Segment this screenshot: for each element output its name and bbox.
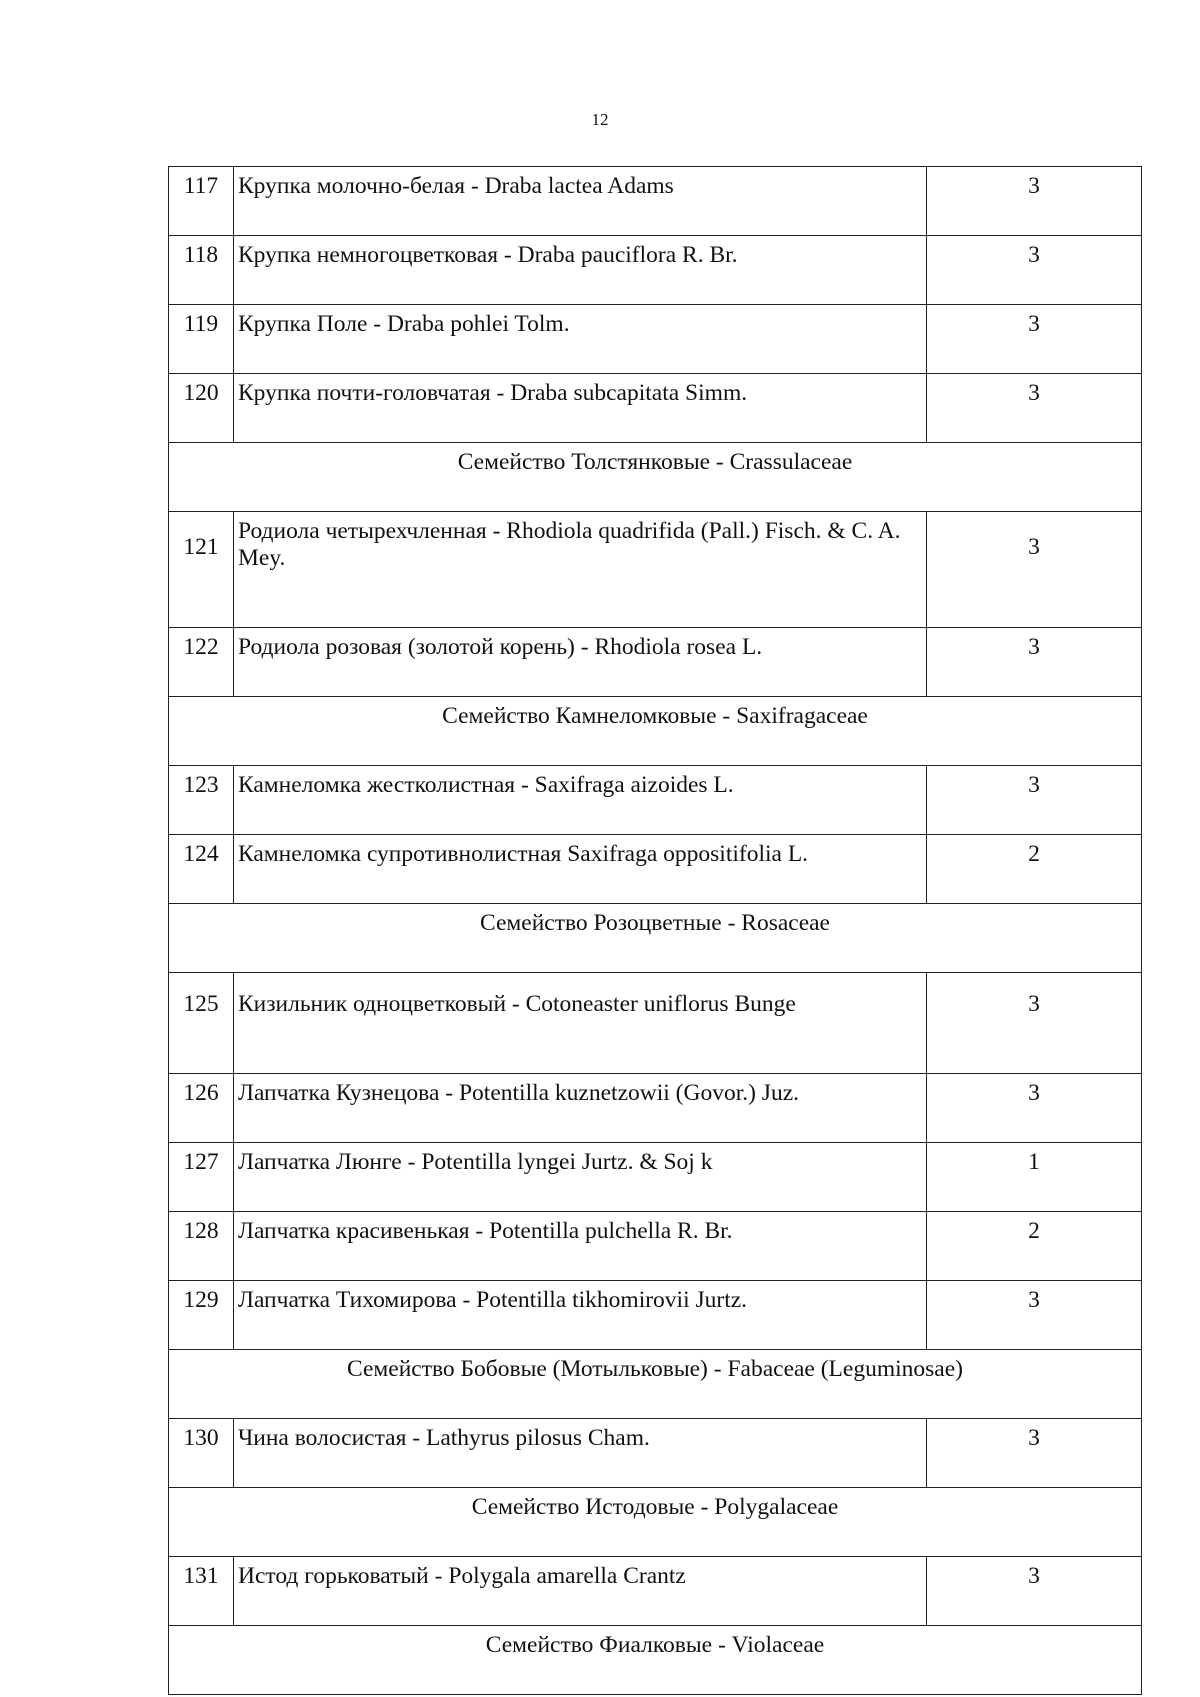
table-row bbox=[169, 305, 1142, 374]
species-name: Лапчатка красивенькая - Potentilla pulchella R. Br. bbox=[234, 1212, 927, 1281]
table-row bbox=[169, 1212, 1142, 1281]
rarity-category: 3 bbox=[927, 766, 1142, 835]
species-number: 122 bbox=[169, 628, 234, 697]
rarity-category: 3 bbox=[927, 1074, 1142, 1143]
species-name: Чина волосистая - Lathyrus pilosus Cham. bbox=[234, 1419, 927, 1488]
species-number: 120 bbox=[169, 374, 234, 443]
rarity-category: 3 bbox=[927, 1281, 1142, 1350]
rarity-category: 3 bbox=[927, 374, 1142, 443]
family-name: Семейство Бобовые (Мотыльковые) - Fabaceae (Leguminosae) bbox=[169, 1350, 1142, 1419]
table-row bbox=[169, 236, 1142, 305]
rarity-category: 3 bbox=[927, 305, 1142, 374]
species-name: Родиола четырехчленная - Rhodiola quadrifida (Pall.) Fisch. & C. A. Mey. bbox=[234, 512, 927, 628]
species-name: Крупка немногоцветковая - Draba pauciflora R. Br. bbox=[234, 236, 927, 305]
species-name: Крупка молочно-белая - Draba lactea Adams bbox=[234, 167, 927, 236]
species-name: Камнеломка супротивнолистная Saxifraga oppositifolia L. bbox=[234, 835, 927, 904]
rarity-category: 1 bbox=[927, 1143, 1142, 1212]
table-row bbox=[169, 512, 1142, 628]
species-name: Камнеломка жестколистная - Saxifraga aizoides L. bbox=[234, 766, 927, 835]
table-row bbox=[169, 1281, 1142, 1350]
family-name: Семейство Фиалковые - Violaceae bbox=[169, 1626, 1142, 1695]
species-number: 119 bbox=[169, 305, 234, 374]
family-name: Семейство Камнеломковые - Saxifragaceae bbox=[169, 697, 1142, 766]
species-name: Крупка почти-головчатая - Draba subcapitata Simm. bbox=[234, 374, 927, 443]
species-number: 117 bbox=[169, 167, 234, 236]
rarity-category: 3 bbox=[927, 1419, 1142, 1488]
table-row bbox=[169, 835, 1142, 904]
table-row bbox=[169, 1074, 1142, 1143]
family-header-row bbox=[169, 1626, 1142, 1695]
species-number: 125 bbox=[169, 973, 234, 1074]
species-name: Лапчатка Люнге - Potentilla lyngei Jurtz. & Soj k bbox=[234, 1143, 927, 1212]
rarity-category: 3 bbox=[927, 512, 1142, 628]
species-number: 131 bbox=[169, 1557, 234, 1626]
species-name: Лапчатка Кузнецова - Potentilla kuznetzowii (Govor.) Juz. bbox=[234, 1074, 927, 1143]
species-name: Кизильник одноцветковый - Cotoneaster uniflorus Bunge bbox=[234, 973, 927, 1074]
family-name: Семейство Истодовые - Polygalaceae bbox=[169, 1488, 1142, 1557]
species-number: 118 bbox=[169, 236, 234, 305]
table-row bbox=[169, 374, 1142, 443]
species-number: 129 bbox=[169, 1281, 234, 1350]
family-header-row bbox=[169, 1488, 1142, 1557]
species-name: Родиола розовая (золотой корень) - Rhodiola rosea L. bbox=[234, 628, 927, 697]
species-number: 128 bbox=[169, 1212, 234, 1281]
species-number: 127 bbox=[169, 1143, 234, 1212]
table-row bbox=[169, 1557, 1142, 1626]
page-number: 12 bbox=[591, 110, 609, 129]
species-number: 121 bbox=[169, 512, 234, 628]
species-name: Крупка Поле - Draba pohlei Tolm. bbox=[234, 305, 927, 374]
table-row bbox=[169, 1419, 1142, 1488]
table-row bbox=[169, 1143, 1142, 1212]
species-number: 126 bbox=[169, 1074, 234, 1143]
family-name: Семейство Розоцветные - Rosaceae bbox=[169, 904, 1142, 973]
family-header-row bbox=[169, 904, 1142, 973]
table-body bbox=[169, 167, 1142, 1695]
table-row bbox=[169, 628, 1142, 697]
family-header-row bbox=[169, 697, 1142, 766]
rarity-category: 3 bbox=[927, 628, 1142, 697]
species-name: Истод горьковатый - Polygala amarella Crantz bbox=[234, 1557, 927, 1626]
family-header-row bbox=[169, 443, 1142, 512]
table-row bbox=[169, 766, 1142, 835]
table-row bbox=[169, 973, 1142, 1074]
species-number: 124 bbox=[169, 835, 234, 904]
rarity-category: 3 bbox=[927, 167, 1142, 236]
family-header-row bbox=[169, 1350, 1142, 1419]
species-table bbox=[168, 166, 1142, 1695]
rarity-category: 2 bbox=[927, 835, 1142, 904]
rarity-category: 3 bbox=[927, 973, 1142, 1074]
family-name: Семейство Толстянковые - Crassulaceae bbox=[169, 443, 1142, 512]
species-number: 130 bbox=[169, 1419, 234, 1488]
table-row bbox=[169, 167, 1142, 236]
species-number: 123 bbox=[169, 766, 234, 835]
rarity-category: 3 bbox=[927, 236, 1142, 305]
rarity-category: 2 bbox=[927, 1212, 1142, 1281]
species-name: Лапчатка Тихомирова - Potentilla tikhomirovii Jurtz. bbox=[234, 1281, 927, 1350]
rarity-category: 3 bbox=[927, 1557, 1142, 1626]
